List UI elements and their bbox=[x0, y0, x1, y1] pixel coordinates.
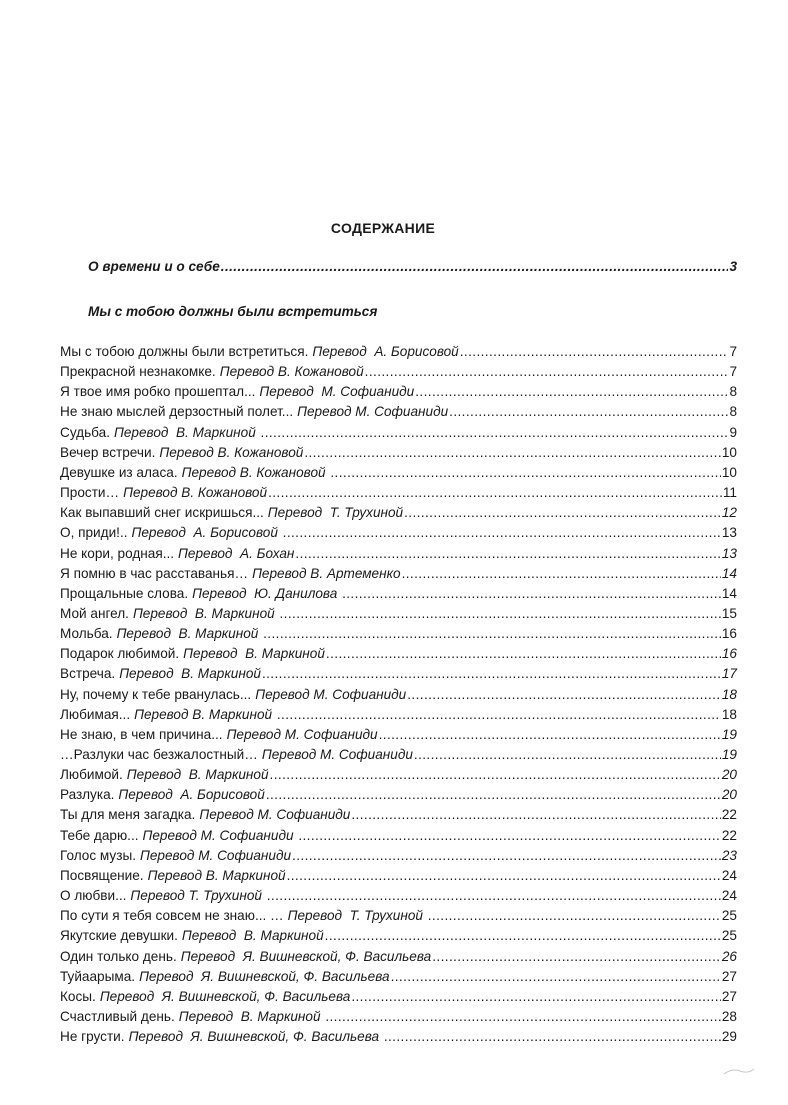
entry-title: …Разлуки час безжалостный… bbox=[60, 747, 258, 762]
toc-entry[interactable] bbox=[60, 465, 737, 480]
entry-page: 9 bbox=[729, 424, 737, 440]
toc-entry[interactable] bbox=[60, 787, 737, 802]
toc-entry[interactable] bbox=[60, 485, 737, 500]
toc-entry[interactable] bbox=[60, 807, 737, 822]
scan-smudge bbox=[722, 1066, 756, 1076]
dot-leader bbox=[283, 525, 721, 540]
entry-page: 27 bbox=[721, 968, 737, 984]
entry-title: Я твое имя робко прошептал... bbox=[60, 384, 256, 400]
toc-entry[interactable] bbox=[60, 949, 737, 964]
entry-page: 13 bbox=[721, 525, 737, 541]
entry-page: 11 bbox=[722, 485, 737, 501]
entry-title: Встреча. bbox=[60, 666, 116, 682]
entry-title: Девушке из аласа. bbox=[60, 464, 178, 480]
entry-page: 7 bbox=[729, 364, 737, 380]
entry-page: 24 bbox=[721, 867, 737, 883]
toc-entry[interactable] bbox=[60, 928, 737, 943]
entry-page: 10 bbox=[721, 464, 737, 480]
toc-entry[interactable] bbox=[60, 646, 737, 661]
entry-page: 24 bbox=[721, 888, 737, 904]
entry-page: 18 bbox=[721, 706, 737, 722]
entry-title: Прощальные слова. bbox=[60, 585, 189, 601]
toc-entry[interactable] bbox=[60, 364, 737, 379]
dot-leader bbox=[391, 969, 721, 984]
entry-title: Не грусти. bbox=[60, 1029, 125, 1045]
entry-title: Судьба. bbox=[60, 424, 110, 440]
toc-entry[interactable] bbox=[60, 1009, 737, 1024]
dot-leader bbox=[221, 259, 729, 274]
entry-title: Мольба. bbox=[60, 626, 113, 642]
toc-entry[interactable] bbox=[60, 707, 737, 722]
dot-leader bbox=[449, 404, 728, 419]
entry-page: 8 bbox=[729, 384, 737, 400]
dot-leader bbox=[384, 1029, 721, 1044]
entry-translator: Перевод В. Маркиной bbox=[147, 867, 286, 883]
entry-translator: Перевод В. Маркиной bbox=[114, 424, 260, 440]
dot-leader bbox=[342, 586, 721, 601]
entry-page: 10 bbox=[721, 444, 737, 460]
entry-page: 28 bbox=[721, 1008, 737, 1024]
toc-entry[interactable] bbox=[60, 767, 737, 782]
entry-translator: Перевод В. Маркиной bbox=[116, 626, 263, 642]
entry-page: 7 bbox=[729, 344, 737, 359]
toc-entry[interactable] bbox=[60, 908, 737, 923]
entry-title: Туйаарыма. bbox=[60, 968, 136, 984]
dot-leader bbox=[279, 606, 720, 621]
entry-title: Прости… bbox=[60, 485, 120, 501]
toc-entry[interactable] bbox=[60, 888, 737, 903]
toc-entry[interactable] bbox=[60, 828, 737, 843]
entry-page: 8 bbox=[729, 404, 737, 420]
dot-leader bbox=[266, 787, 721, 802]
dot-leader bbox=[404, 505, 721, 520]
toc-entry[interactable] bbox=[60, 606, 737, 621]
entry-page: 22 bbox=[721, 807, 737, 823]
entry-page: 17 bbox=[721, 666, 737, 682]
dot-leader bbox=[407, 687, 721, 702]
entry-translator: Перевод Я. Вишневской, Ф. Васильева bbox=[139, 968, 390, 984]
entry-page: 14 bbox=[721, 565, 737, 581]
entry-page: 13 bbox=[721, 545, 737, 561]
entry-translator: Перевод А. Борисовой bbox=[131, 525, 282, 541]
entry-translator: Перевод Т. Трухиной bbox=[267, 505, 404, 521]
entry-page: 15 bbox=[721, 605, 737, 621]
toc-entry[interactable] bbox=[60, 525, 737, 540]
entry-title: Я помню в час расставанья… bbox=[60, 565, 249, 581]
entry-translator: Перевод Т. Трухиной bbox=[287, 908, 427, 924]
entry-page: 19 bbox=[721, 747, 737, 762]
dot-leader bbox=[415, 384, 728, 399]
dot-leader bbox=[325, 928, 721, 943]
toc-entry[interactable] bbox=[60, 586, 737, 601]
toc-entry[interactable] bbox=[60, 344, 737, 359]
toc-entry[interactable] bbox=[60, 566, 737, 581]
toc-entry[interactable] bbox=[60, 687, 737, 702]
entry-page: 29 bbox=[721, 1029, 737, 1045]
toc-entry[interactable] bbox=[60, 404, 737, 419]
entry-title: Голос музы. bbox=[60, 847, 137, 863]
entry-translator: Перевод Ю. Данилова bbox=[192, 585, 342, 601]
dot-leader bbox=[379, 727, 721, 742]
entry-translator: Перевод В. Артеменко bbox=[252, 565, 401, 581]
entry-title: Не кори, родная... bbox=[60, 545, 175, 561]
toc-title: СОДЕРЖАНИЕ bbox=[330, 220, 436, 236]
entry-page: 18 bbox=[721, 686, 737, 702]
entry-title: Мы с тобою должны были встретиться. bbox=[60, 344, 309, 359]
entry-translator: Перевод В. Кожановой bbox=[159, 444, 304, 460]
entry-translator: Перевод В. Маркиной bbox=[178, 1008, 325, 1024]
dot-leader bbox=[261, 425, 729, 440]
dot-leader bbox=[414, 747, 721, 762]
entry-page: 20 bbox=[721, 767, 737, 783]
entry-page: 25 bbox=[721, 908, 737, 924]
entry-page: 19 bbox=[721, 726, 737, 742]
toc-entry[interactable] bbox=[60, 747, 737, 762]
entry-title: Любимая... bbox=[60, 706, 131, 722]
dot-leader bbox=[270, 767, 721, 782]
dot-leader bbox=[432, 949, 721, 964]
entry-title: О любви... bbox=[60, 888, 127, 904]
entry-title: Любимой. bbox=[60, 767, 123, 783]
entry-title: По сути я тебя совсем не знаю... … bbox=[60, 908, 284, 924]
entry-translator: Перевод В. Кожановой bbox=[219, 364, 364, 380]
entry-translator: Перевод В. Маркиной bbox=[183, 646, 325, 662]
entry-page: 16 bbox=[721, 646, 737, 662]
entry-title: Косы. bbox=[60, 988, 96, 1004]
entry-title: Посвящение. bbox=[60, 867, 144, 883]
entry-title: Как выпавший снег искришься... bbox=[60, 505, 264, 521]
toc-entry[interactable] bbox=[60, 384, 737, 399]
dot-leader bbox=[277, 707, 721, 722]
entry-title: Не знаю мыслей дерзостный полет... bbox=[60, 404, 294, 420]
entry-title: О времени и о себе bbox=[88, 259, 220, 274]
entry-title: Тебе дарю... bbox=[60, 827, 139, 843]
dot-leader bbox=[263, 626, 721, 641]
entry-page: 27 bbox=[721, 988, 737, 1004]
entry-translator: Перевод М. Софианиди bbox=[261, 747, 413, 762]
entry-page: 23 bbox=[721, 847, 737, 863]
toc-entry[interactable] bbox=[60, 505, 737, 520]
toc-entry[interactable] bbox=[60, 969, 737, 984]
entry-page: 22 bbox=[721, 827, 737, 843]
toc-entry[interactable] bbox=[60, 546, 737, 561]
entry-title: Мой ангел. bbox=[60, 605, 129, 621]
entry-translator: Перевод В. Маркиной bbox=[134, 706, 276, 722]
entry-translator: Перевод М. Софианиди bbox=[255, 686, 407, 702]
toc-entry[interactable] bbox=[60, 1029, 737, 1044]
dot-leader bbox=[330, 465, 721, 480]
dot-leader bbox=[351, 807, 721, 822]
entry-translator: Перевод В. Маркиной bbox=[181, 928, 324, 944]
entry-translator: Перевод А. Борисовой bbox=[312, 344, 459, 359]
entry-translator: Перевод М. Софианиди bbox=[259, 384, 415, 400]
dot-leader bbox=[287, 868, 721, 883]
entry-page: 20 bbox=[721, 787, 737, 803]
entry-page: 25 bbox=[721, 928, 737, 944]
dot-leader bbox=[292, 848, 721, 863]
dot-leader bbox=[365, 364, 729, 379]
entry-page: 26 bbox=[721, 948, 737, 964]
entry-translator: Перевод М. Софианиди bbox=[297, 404, 449, 420]
entry-translator: Перевод А. Борисовой bbox=[118, 787, 265, 803]
dot-leader bbox=[298, 828, 721, 843]
entry-page: 3 bbox=[729, 259, 737, 274]
toc-entry[interactable] bbox=[60, 445, 737, 460]
dot-leader bbox=[295, 546, 720, 561]
entry-page: 14 bbox=[721, 585, 737, 601]
entry-title: Ты для меня загадка. bbox=[60, 807, 196, 823]
dot-leader bbox=[428, 908, 721, 923]
dot-leader bbox=[304, 445, 721, 460]
toc-entry[interactable] bbox=[60, 425, 737, 440]
entry-translator: Перевод М. Софианиди bbox=[142, 827, 298, 843]
entry-page: 16 bbox=[721, 626, 737, 642]
entry-translator: Перевод В. Маркиной bbox=[132, 605, 279, 621]
entry-translator: Перевод Я. Вишневской, Ф. Васильева bbox=[180, 948, 432, 964]
dot-leader bbox=[325, 1009, 721, 1024]
toc-entry[interactable] bbox=[60, 626, 737, 641]
toc-entry[interactable] bbox=[60, 727, 737, 742]
entry-page: 12 bbox=[721, 505, 737, 521]
entry-title: Прекрасной незнакомке. bbox=[60, 364, 216, 380]
toc-entry-lead[interactable] bbox=[88, 259, 737, 274]
entry-translator: Перевод А. Бохан bbox=[178, 545, 295, 561]
entry-translator: Перевод В. Кожановой bbox=[123, 485, 268, 501]
dot-leader bbox=[268, 485, 722, 500]
toc-entry[interactable] bbox=[60, 989, 737, 1004]
entry-title: Вечер встречи. bbox=[60, 444, 156, 460]
dot-leader bbox=[262, 666, 721, 681]
entry-title: Разлука. bbox=[60, 787, 115, 803]
entry-title: Не знаю, в чем причина... bbox=[60, 726, 223, 742]
entry-translator: Перевод Я. Вишневской, Ф. Васильева bbox=[128, 1029, 383, 1045]
entry-title: Один только день. bbox=[60, 948, 177, 964]
dot-leader bbox=[267, 888, 721, 903]
entry-title: О, приди!.. bbox=[60, 525, 128, 541]
dot-leader bbox=[326, 646, 721, 661]
dot-leader bbox=[402, 566, 721, 581]
entry-title: Счастливый день. bbox=[60, 1008, 175, 1024]
dot-leader bbox=[351, 989, 721, 1004]
entry-translator: Перевод Т. Трухиной bbox=[130, 888, 266, 904]
section-heading: Мы с тобою должны были встретиться bbox=[88, 304, 378, 319]
entry-title: Якутские девушки. bbox=[60, 928, 178, 944]
entry-translator: Перевод Я. Вишневской, Ф. Васильева bbox=[99, 988, 351, 1004]
entry-translator: Перевод В. Маркиной bbox=[119, 666, 261, 682]
entry-translator: Перевод М. Софианиди bbox=[199, 807, 351, 823]
dot-leader bbox=[460, 344, 729, 359]
entry-translator: Перевод М. Софианиди bbox=[226, 726, 378, 742]
entry-title: Подарок любимой. bbox=[60, 646, 180, 662]
entry-translator: Перевод В. Маркиной bbox=[126, 767, 269, 783]
entry-translator: Перевод В. Кожановой bbox=[181, 464, 330, 480]
entry-translator: Перевод М. Софианиди bbox=[140, 847, 292, 863]
toc-entry[interactable] bbox=[60, 666, 737, 681]
toc-entry[interactable] bbox=[60, 868, 737, 883]
entry-title: Ну, почему к тебе рванулась... bbox=[60, 686, 252, 702]
toc-entry[interactable] bbox=[60, 848, 737, 863]
